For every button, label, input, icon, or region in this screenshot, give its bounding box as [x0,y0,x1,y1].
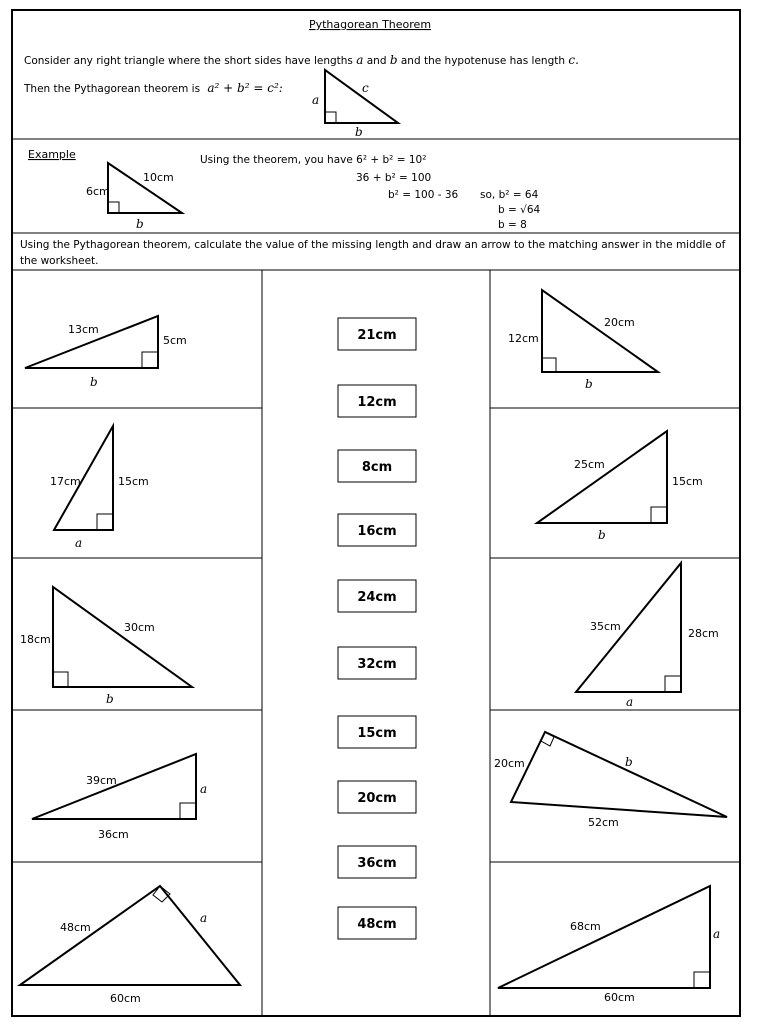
then-text: Then the Pythagorean theorem is a² + b² = c²: [24,81,283,95]
intro-text: Consider any right triangle where the short sides have lengths a and b and the hypotenuse has length c. [24,53,579,67]
header-triangle-diagram [312,70,398,139]
svg-text:60cm: 60cm [604,991,635,1004]
svg-text:b: b [90,375,98,389]
example-heading: Example [28,148,76,161]
left-problem-2 [50,426,149,550]
svg-text:48cm: 48cm [60,921,91,934]
svg-text:20cm: 20cm [604,316,635,329]
right-problem-2 [537,431,703,542]
svg-text:35cm: 35cm [590,620,621,633]
svg-text:12cm: 12cm [508,332,539,345]
svg-text:b² = 100 - 36: b² = 100 - 36 [388,189,459,201]
svg-text:Using the theorem, you have 6²: Using the theorem, you have 6² + b² = 10² [200,154,427,166]
svg-text:6cm: 6cm [86,185,110,198]
svg-text:b: b [136,217,144,231]
svg-text:b = √64: b = √64 [498,204,541,216]
answer-box-6[interactable] [338,647,416,679]
example-steps [200,154,541,231]
instructions-line-1: Using the Pythagorean theorem, calculate the value of the missing length and draw an arrow to the matching answer in the middle of [20,239,726,251]
svg-text:30cm: 30cm [124,621,155,634]
right-problem-5 [498,886,720,1004]
left-problem-3 [20,587,192,706]
right-problem-3 [576,563,719,709]
svg-text:36 + b² = 100: 36 + b² = 100 [356,172,432,184]
svg-text:28cm: 28cm [688,627,719,640]
answer-box-7[interactable] [338,716,416,748]
svg-text:b: b [598,528,606,542]
svg-text:36cm: 36cm [357,856,397,871]
svg-text:48cm: 48cm [357,917,397,932]
left-problem-4 [32,754,207,841]
svg-text:68cm: 68cm [570,920,601,933]
answer-box-9[interactable] [338,846,416,878]
example-triangle-diagram [86,163,182,231]
left-problem-5 [20,886,240,1005]
svg-text:8cm: 8cm [361,460,393,475]
svg-text:15cm: 15cm [118,475,149,488]
svg-text:a: a [200,782,208,796]
svg-text:13cm: 13cm [68,323,99,336]
svg-text:a: a [713,927,721,941]
svg-text:12cm: 12cm [357,395,397,410]
svg-text:24cm: 24cm [357,590,397,605]
right-problem-4 [494,732,727,829]
answer-box-5[interactable] [338,580,416,612]
svg-text:18cm: 18cm [20,633,51,646]
svg-text:so, b² = 64: so, b² = 64 [480,189,539,201]
svg-text:b: b [355,125,363,139]
svg-text:b: b [585,377,593,391]
svg-text:a: a [626,695,634,709]
svg-text:20cm: 20cm [494,757,525,770]
answer-box-3[interactable] [338,450,416,482]
svg-text:10cm: 10cm [143,171,174,184]
left-problem-1 [25,316,187,389]
svg-text:15cm: 15cm [672,475,703,488]
svg-text:a: a [75,536,83,550]
svg-text:39cm: 39cm [86,774,117,787]
svg-text:60cm: 60cm [110,992,141,1005]
svg-text:b: b [625,755,633,769]
page-title: Pythagorean Theorem [308,18,432,31]
svg-text:21cm: 21cm [357,328,397,343]
answer-box-2[interactable] [338,385,416,417]
svg-text:5cm: 5cm [163,334,187,347]
answer-box-8[interactable] [338,781,416,813]
instructions-line-2: the worksheet. [20,255,99,267]
svg-text:16cm: 16cm [357,524,397,539]
svg-text:17cm: 17cm [50,475,81,488]
svg-text:b: b [106,692,114,706]
svg-text:32cm: 32cm [357,657,397,672]
answer-box-4[interactable] [338,514,416,546]
svg-text:52cm: 52cm [588,816,619,829]
answer-box-1[interactable] [338,318,416,350]
svg-text:15cm: 15cm [357,726,397,741]
svg-text:a: a [312,93,320,107]
svg-text:20cm: 20cm [357,791,397,806]
svg-text:c: c [362,81,369,95]
svg-text:b = 8: b = 8 [498,219,527,231]
svg-text:36cm: 36cm [98,828,129,841]
answer-box-10[interactable] [338,907,416,939]
right-problem-1 [508,290,658,391]
svg-text:a: a [200,911,208,925]
svg-text:25cm: 25cm [574,458,605,471]
